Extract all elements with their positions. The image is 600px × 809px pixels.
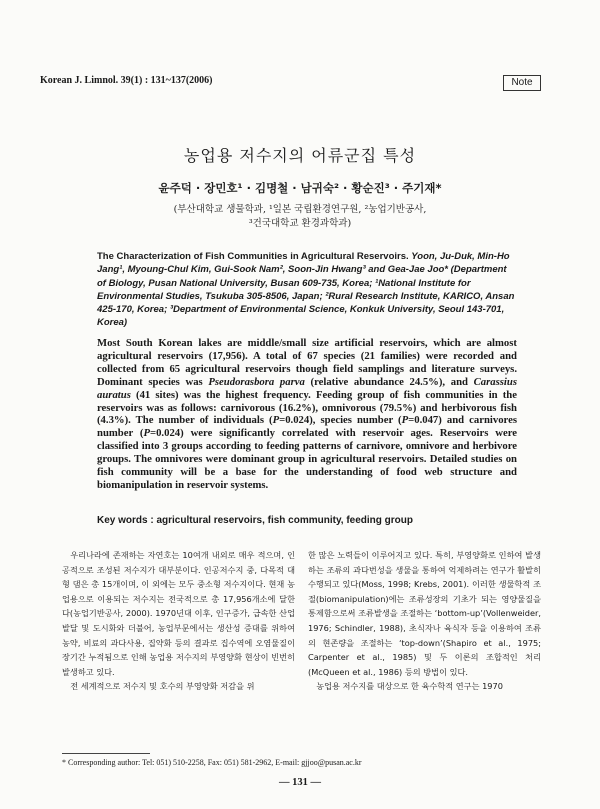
footnote-divider xyxy=(62,753,150,754)
paper-title: 농업용 저수지의 어류군집 특성 xyxy=(183,146,417,165)
note-label: Note xyxy=(503,75,541,91)
affiliation-line-2: ³건국대학교 환경과학과) xyxy=(248,218,352,229)
keywords: Key words : agricultural reservoirs, fish community, feeding group xyxy=(97,515,413,526)
english-authors: Yoon, Ju-Duk, Min-Ho Jang¹, Myoung-Chul Kim, Gui-Sook Nam², Soon-Jin Hwang³ and Gea-Jae Joo* xyxy=(97,251,510,276)
species-name: Carassius auratus xyxy=(97,375,517,401)
page-number: — 131 — xyxy=(279,777,321,788)
abstract-text: =0.024), species number ( xyxy=(279,414,402,427)
body-paragraph: 우리나라에 존재하는 자연호는 10여개 내외로 매우 적으며, 인공적으로 조성된 저수지가 대부분이다. 인공저수지 중, 다목적 대형 댐은 총 15개이며, 이 외에는 모두 중소형 저수지이다. 현재 농업용으로 이용되는 저수지는 전국적으로 총 17,956개소에 달한다(농업기반공사, 2000). 1970년대 이후, 인구증가, 급속한 산업발달 및 도시화와 더불어, 농업부문에서는 생산성 증대를 위하여 농약, 비료의 과다사용, 집약화 등의 결과로 집수역에 오염물질이 장기간 누적됨으로 인해 농업용 저수지의 부영양화 현상이 빈번히 발생하고 있다. xyxy=(62,550,295,677)
p-value-symbol: P xyxy=(401,414,409,427)
abstract-text: =0.047) and carnivores number ( xyxy=(97,414,518,440)
abstract xyxy=(97,337,517,492)
body-column-right xyxy=(308,548,541,694)
body-paragraph: 농업용 저수지를 대상으로 한 육수학적 연구는 1970 xyxy=(316,681,503,692)
abstract-text: (41 sites) was the highest frequency. Feeding group of fish communities in the reservoirs was as follows: carnivorous (16.2%), omnivorous (79.5%) and herbivorous fish (4.3%). The number of individuals ( xyxy=(97,388,517,427)
english-title: The Characterization of Fish Communities in Agricultural Reservoirs. xyxy=(97,251,409,262)
species-name: Pseudorasbora parva xyxy=(208,375,305,388)
affiliation-line-1: (부산대학교 생물학과, ¹일본 국립환경연구원, ²농업기반공사, xyxy=(173,204,427,215)
english-title-block xyxy=(97,250,517,330)
author-list: 윤주덕 · 장민호¹ · 김명철 · 남귀숙² · 황순진³ · 주기재* xyxy=(158,181,442,195)
body-column-left xyxy=(62,548,295,694)
journal-citation: Korean J. Limnol. 39(1) : 131~137(2006) xyxy=(40,75,213,86)
body-paragraph: 전 세계적으로 저수지 및 호수의 부영양화 저감을 위 xyxy=(70,681,255,692)
corresponding-author-footnote: * Corresponding author: Tel: 051) 510-2258, Fax: 051) 581-2962, E-mail: gjjoo@pusan.ac.kr xyxy=(62,758,362,767)
abstract-text: (relative abundance 24.5%), and xyxy=(304,375,474,388)
p-value-symbol: P xyxy=(272,414,280,427)
body-paragraph: 한 많은 노력들이 이루어지고 있다. 특히, 부영양화로 인하여 발생하는 조류의 과다번성을 생물을 통하여 억제하려는 연구가 활발히 수행되고 있다(Moss, 1998; Krebs, 2001). 이러한 생물학적 조절(biomanipulation)에는 조류성장의 기초가 되는 영양물질을 통제함으로써 조류발생을 조절하는 ‘bottom-up’(Vollenweider, 1976; Schindler, 1988), 초식자나 육식자 등을 이용하여 조류의 현존량을 조절하는 ‘top-down’(Shapiro et al., 1975; Carpenter et al., 1985) 및 두 이론의 조합적인 처리(McQueen et al., 1986) 등의 방법이 있다. xyxy=(308,550,541,677)
affiliation xyxy=(0,203,600,231)
english-affiliations: (Department of Biology, Pusan National University, Busan 609-735, Korea; ¹National Institute for Environmental Studies, Tsukuba 305-8506, Japan; ²Rural Research Institute, KARICO, Ansan 425-170, Korea; ³Department of Environmental Science, Konkuk University, Seoul 143-701, Korea) xyxy=(97,264,515,329)
abstract-text: =0.024) were significantly correlated with reservoir ages. Reservoirs were classified into 3 groups according to feeding patterns of carnivore, omnivore and herbivore groups. The omnivores were dominant group in agricultural reservoirs. Detailed studies on fish community will be a base for the understanding of food web structure and biomanipulation in reservoir systems. xyxy=(97,427,517,491)
abstract-text: Most South Korean lakes are middle/small size artificial reservoirs, which are almost agricultural reservoirs (17,956). A total of 67 species (21 families) were recorded and collected from 65 agricultural reservoirs though field samplings and literature surveys. Dominant species was xyxy=(97,337,517,388)
p-value-symbol: P xyxy=(143,427,150,440)
